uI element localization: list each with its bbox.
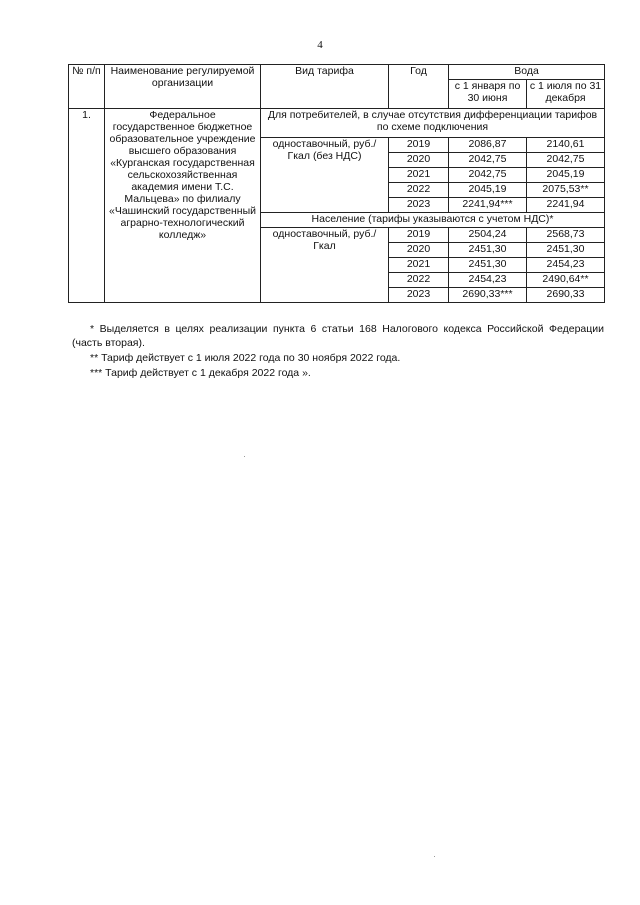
value-cell: 2568,73	[527, 228, 605, 243]
value-cell: 2690,33	[527, 288, 605, 303]
value-cell: 2454,23	[449, 273, 527, 288]
tariff-table	[68, 64, 605, 303]
header-organization: Наименование регулируемой организации	[105, 65, 261, 109]
value-cell: 2454,23	[527, 258, 605, 273]
year-cell: 2020	[389, 243, 449, 258]
header-period-1: с 1 января по 30 июня	[449, 80, 527, 109]
value-cell: 2045,19	[527, 168, 605, 183]
value-cell: 2241,94***	[449, 198, 527, 213]
organization-name: Федеральное государственное бюджетное образовательное учреждение высшего образования «Курганская государственная сельскохозяйственная академия имени Т.С. Мальцева» по филиалу «Чашинский государственный аграрно-технологический колледж»	[105, 109, 261, 303]
row-number: 1.	[69, 109, 105, 303]
value-cell: 2451,30	[449, 243, 527, 258]
value-cell: 2451,30	[449, 258, 527, 273]
year-cell: 2021	[389, 258, 449, 273]
value-cell: 2690,33***	[449, 288, 527, 303]
value-cell: 2241,94	[527, 198, 605, 213]
section-2-tariff-kind: одноставочный, руб./Гкал	[261, 228, 389, 303]
year-cell: 2022	[389, 273, 449, 288]
year-cell: 2021	[389, 168, 449, 183]
value-cell: 2086,87	[449, 138, 527, 153]
value-cell: 2042,75	[449, 153, 527, 168]
header-number: № п/п	[69, 65, 105, 109]
value-cell: 2451,30	[527, 243, 605, 258]
scan-speck	[244, 456, 245, 457]
header-water: Вода	[449, 65, 605, 80]
value-cell: 2042,75	[449, 168, 527, 183]
year-cell: 2022	[389, 183, 449, 198]
section-2-title: Население (тарифы указываются с учетом НДС)*	[261, 213, 605, 228]
footnote-1: * Выделяется в целях реализации пункта 6 статьи 168 Налогового кодекса Российской Федерации (часть вторая).	[72, 323, 604, 349]
value-cell: 2140,61	[527, 138, 605, 153]
value-cell: 2075,53**	[527, 183, 605, 198]
value-cell: 2042,75	[527, 153, 605, 168]
year-cell: 2023	[389, 288, 449, 303]
value-cell: 2490,64**	[527, 273, 605, 288]
value-cell: 2504,24	[449, 228, 527, 243]
year-cell: 2020	[389, 153, 449, 168]
footnotes	[72, 322, 604, 381]
section-1-tariff-kind: одноставочный, руб./Гкал (без НДС)	[261, 138, 389, 213]
footnote-3: *** Тариф действует с 1 декабря 2022 года ».	[90, 367, 311, 379]
section-1-title: Для потребителей, в случае отсутствия дифференциации тарифов по схеме подключения	[261, 109, 605, 138]
header-tariff-kind: Вид тарифа	[261, 65, 389, 109]
year-cell: 2019	[389, 138, 449, 153]
year-cell: 2023	[389, 198, 449, 213]
year-cell: 2019	[389, 228, 449, 243]
page-number: 4	[317, 39, 323, 51]
value-cell: 2045,19	[449, 183, 527, 198]
header-year: Год	[389, 65, 449, 109]
scan-speck	[434, 856, 435, 857]
header-period-2: с 1 июля по 31 декабря	[527, 80, 605, 109]
footnote-2: ** Тариф действует с 1 июля 2022 года по 30 ноября 2022 года.	[90, 352, 401, 364]
